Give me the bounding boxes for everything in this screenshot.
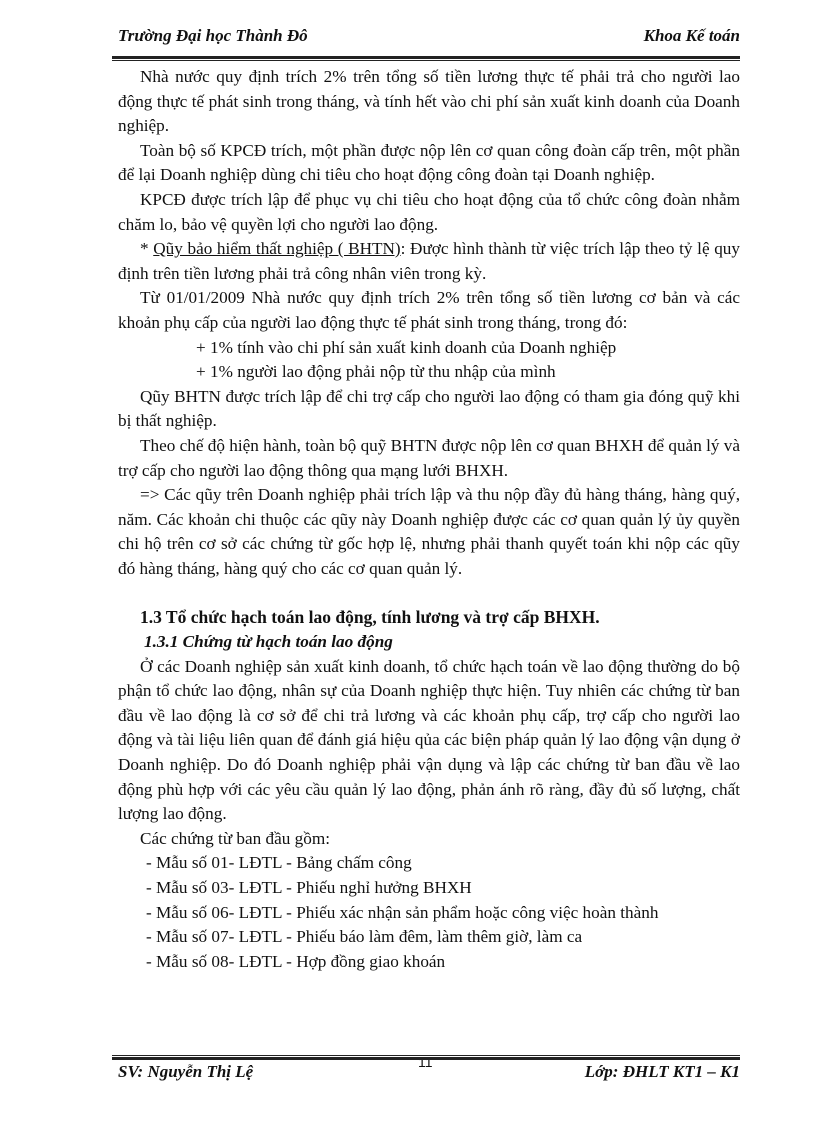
paragraph: => Các qũy trên Doanh nghiệp phải trích lập và thu nộp đầy đủ hàng tháng, hàng quý, năm. Các khoản chi thuộc các qũy này Doanh nghiệp được các cơ quan quản lý ủy quyền chi hộ trên cơ sở các chứng từ gốc hợp lệ, nhưng phải thanh quyết toán khi nộp các qũy đó hàng tháng, hàng quý cho các cơ quan quản lý.	[118, 485, 740, 578]
page-number: 11	[418, 1054, 433, 1070]
paragraph: Các chứng từ ban đầu gồm:	[140, 828, 330, 848]
footer-class: Lớp: ĐHLT KT1 – K1	[584, 1062, 740, 1081]
list-item: + 1% tính vào chi phí sản xuất kinh doanh của Doanh nghiệp	[196, 337, 617, 357]
footer-student: SV: Nguyễn Thị Lệ	[118, 1062, 254, 1081]
bullet-star: *	[140, 239, 154, 259]
header-faculty: Khoa Kế toán	[643, 26, 740, 45]
list-item: - Mẫu số 07- LĐTL - Phiếu báo làm đêm, làm thêm giờ, làm ca	[146, 927, 583, 947]
paragraph: Toàn bộ số KPCĐ trích, một phần được nộp lên cơ quan công đoàn cấp trên, một phần để lại Doanh nghiệp dùng chi tiêu cho hoạt động công đoàn tại Doanh nghiệp.	[118, 140, 740, 185]
section-heading: 1.3 Tổ chức hạch toán lao động, tính lương và trợ cấp BHXH.	[140, 607, 600, 628]
paragraph: KPCĐ được trích lập để phục vụ chi tiêu cho hoạt động của tổ chức công đoàn nhằm chăm lo, bảo vệ quyền lợi cho người lao động.	[118, 189, 740, 234]
paragraph: Theo chế độ hiện hành, toàn bộ quỹ BHTN được nộp lên cơ quan BHXH để quản lý và trợ cấp cho người lao động thông qua mạng lưới BHXH.	[118, 435, 740, 480]
header-school: Trường Đại học Thành Đô	[118, 26, 308, 45]
document-body	[118, 65, 740, 974]
spacer	[118, 581, 740, 605]
list-item: - Mẫu số 03- LĐTL - Phiếu nghỉ hưởng BHXH	[146, 878, 472, 897]
page-footer	[118, 1061, 740, 1091]
list-item: - Mẫu số 08- LĐTL - Hợp đồng giao khoán	[146, 951, 446, 971]
list-item: + 1% người lao động phải nộp từ thu nhập của mình	[196, 362, 556, 382]
bhtn-term: Qũy bảo hiểm thất nghiệp ( BHTN)	[153, 239, 401, 259]
subsection-heading: 1.3.1 Chứng từ hạch toán lao động	[144, 632, 393, 652]
page-header	[118, 24, 740, 56]
list-item: - Mẫu số 01- LĐTL - Bảng chấm công	[146, 853, 412, 873]
footer-rule	[112, 1055, 740, 1060]
paragraph: Ở các Doanh nghiệp sản xuất kinh doanh, tổ chức hạch toán về lao động thường do bộ phận tổ chức lao động, nhân sự của Doanh nghiệp thực hiện. Tuy nhiên các chứng từ ban đầu về lao động là cơ sở để chi trả lương và các khoản phụ cấp, trợ cấp cho người lao động và tài liệu liên quan để đánh giá hiệu qủa các biện pháp quản lý lao động vận dụng ở Doanh nghiệp. Do đó Doanh nghiệp phải vận dụng và lập các chứng từ ban đầu về lao động phù hợp với các yêu cầu quản lý lao động, phản ánh rõ ràng, đầy đủ số lượng, chất lượng lao động.	[118, 656, 740, 824]
paragraph: Nhà nước quy định trích 2% trên tổng số tiền lương thực tế phải trả cho người lao động thực tế phát sinh trong tháng, và tính hết vào chi phí sản xuất kinh doanh của Doanh nghiệp.	[118, 67, 740, 136]
list-item: - Mẫu số 06- LĐTL - Phiếu xác nhận sản phẩm hoặc công việc hoàn thành	[146, 902, 659, 922]
paragraph: Qũy BHTN được trích lập để chi trợ cấp cho người lao động có tham gia đóng quỹ khi bị thất nghiệp.	[118, 386, 740, 431]
header-rule	[112, 56, 740, 61]
paragraph: Từ 01/01/2009 Nhà nước quy định trích 2% trên tổng số tiền lương cơ bản và các khoản phụ cấp của người lao động thực tế phát sinh trong tháng, trong đó:	[118, 288, 740, 332]
bhtn-definition: : Được hình thành từ việc trích lập theo tỷ lệ quy định trên tiền lương phải trả công nhân viên trong kỳ.	[118, 239, 740, 283]
paragraph-bhtn	[118, 237, 740, 286]
